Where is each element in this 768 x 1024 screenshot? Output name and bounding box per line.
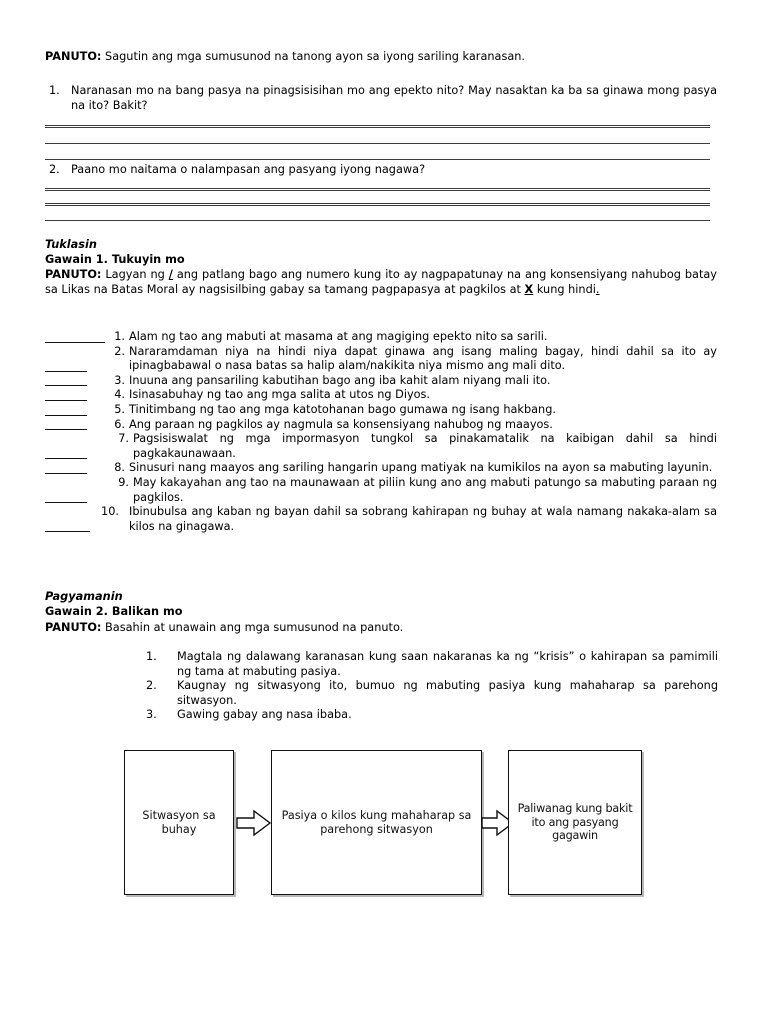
answer-blank-2[interactable]: [45, 371, 87, 372]
instruction-row: [146, 650, 718, 679]
instruction-number: 2.: [146, 679, 157, 693]
answer-blank-7[interactable]: [45, 458, 87, 459]
question-number-1: 1.: [49, 84, 60, 97]
tuklasin-panuto-label: PANUTO:: [45, 268, 102, 281]
pagyamanin-section-heading: Pagyamanin: [45, 590, 123, 603]
checklist-row: [45, 418, 717, 433]
check-mark-symbol: /: [168, 268, 173, 281]
checklist-row: [45, 330, 717, 345]
intro-panuto-label: PANUTO:: [45, 50, 102, 63]
checklist-text: Tinitimbang ng tao ang mga katotohanan bago gumawa ng isang hakbang.: [129, 402, 556, 416]
tuklasin-panuto-part2: ang patlang bago ang numero kung ito ay nagpapatunay na ang konsensiyang nahubog batay sa Likas na Batas Moral ay nagsisilbing gabay sa tamang pagpapasya at pagkilos at: [45, 268, 717, 296]
answer-rule-2a: [45, 188, 710, 191]
checklist-text: Sinusuri nang maayos ang sariling hangarin upang matiyak na kumikilos na ayon sa mabuting layunin.: [129, 461, 713, 475]
checklist-number: 5.: [114, 402, 125, 416]
pagyamanin-activity-heading: Gawain 2. Balikan mo: [45, 605, 183, 618]
checklist-row: [45, 345, 717, 374]
instruction-row: [146, 679, 718, 708]
answer-blank-4[interactable]: [45, 400, 87, 401]
pagyamanin-panuto-text: Basahin at unawain ang mga sumusunod na panuto.: [101, 621, 404, 634]
checklist-text: Nararamdaman niya na hindi niya dapat ginawa ang isang maling bagay, hindi dahil sa ito ay ipinagbabawal o nasa batas sa halip alam/nakikita niya mismo ang mali dito.: [129, 344, 717, 373]
answer-blank-10[interactable]: [45, 531, 90, 532]
question-item-1: [49, 84, 717, 113]
tuklasin-panuto-period: .: [595, 282, 600, 296]
instruction-number: 1.: [146, 650, 157, 663]
checklist-number: 3.: [114, 373, 125, 387]
pagyamanin-instruction-list: [146, 650, 718, 723]
instruction-text: Magtala ng dalawang karanasan kung saan nakaranas ka ng “krisis” o kahirapan sa pamimili ng tama at mabuting pasiya.: [177, 650, 718, 678]
checklist-number: 7.: [118, 432, 129, 446]
answer-blank-8[interactable]: [45, 473, 87, 474]
question-text-1: Naranasan mo na bang pasya na pinagsisisihan mo ang epekto nito? May nasaktan ka ba sa ginawa mong pasya na ito? Bakit?: [71, 84, 717, 112]
answer-rule-1b: [45, 143, 710, 144]
flowchart-box-label: Sitwasyon sa buhay: [142, 808, 216, 836]
checklist-row: [45, 403, 717, 418]
checklist-row: [45, 461, 717, 476]
checklist-text: Inuuna ang pansariling kabutihan bago ang iba kahit alam niyang mali ito.: [129, 373, 551, 387]
flowchart-box-explanation: [508, 750, 642, 895]
question-text-2: Paano mo naitama o nalampasan ang pasyang iyong nagawa?: [71, 163, 426, 176]
checklist-number: 8.: [114, 461, 125, 475]
checklist-text: Alam ng tao ang mabuti at masama at ang magiging epekto nito sa sarili.: [129, 330, 548, 343]
flowchart-box-decision: [271, 750, 482, 895]
checklist-row: [45, 505, 717, 534]
checklist-number: 4.: [114, 388, 125, 402]
flowchart-box-label: Pasiya o kilos kung mahaharap sa parehong sitwasyon: [281, 808, 472, 836]
checklist-number: 2.: [114, 344, 125, 358]
answer-blank-1[interactable]: [45, 342, 105, 343]
pagyamanin-panuto: [45, 621, 717, 636]
tuklasin-panuto: [45, 268, 717, 297]
tuklasin-panuto-part3: kung hindi: [533, 282, 596, 296]
checklist-number: 6.: [114, 417, 125, 431]
answer-rule-2b: [45, 203, 710, 206]
instruction-text: Gawing gabay ang nasa ibaba.: [177, 708, 352, 722]
checklist-row: [45, 388, 717, 403]
answer-rule-1a: [45, 125, 710, 128]
checklist-number: 10.: [101, 505, 119, 519]
flowchart-box-situation: [124, 750, 234, 895]
checklist-row: [45, 476, 717, 505]
intro-panuto-text: Sagutin ang mga sumusunod na tanong ayon sa iyong sariling karanasan.: [101, 50, 526, 63]
x-mark-symbol: X: [524, 282, 534, 296]
question-item-2: [49, 163, 717, 178]
answer-blank-9[interactable]: [45, 502, 87, 503]
arrow-right-icon-1: [236, 809, 271, 837]
intro-panuto: [45, 50, 717, 65]
checklist-text: May kakayahan ang tao na maunawaan at piliin kung ano ang mabuti patungo sa mabuting paraan ng pagkilos.: [133, 475, 717, 504]
flowchart-box-label: Paliwanag kung bakit ito ang pasyang gagawin: [517, 802, 633, 843]
instruction-row: [146, 708, 718, 723]
tuklasin-section-heading: Tuklasin: [45, 238, 97, 251]
instruction-text: Kaugnay ng sitwasyong ito, bumuo ng mabuting pasiya kung mahaharap sa parehong sitwasyon.: [177, 679, 718, 707]
tuklasin-checklist: [45, 330, 717, 534]
checklist-row: [45, 374, 717, 389]
pagyamanin-panuto-label: PANUTO:: [45, 621, 102, 634]
checklist-text: Ibinubulsa ang kaban ng bayan dahil sa sobrang kahirapan ng buhay at wala namang nakaka-alam sa kilos na ginagawa.: [129, 505, 717, 533]
checklist-number: 9.: [118, 475, 129, 489]
answer-rule-1c: [45, 159, 710, 160]
checklist-number: 1.: [114, 330, 125, 343]
instruction-number: 3.: [146, 708, 157, 722]
checklist-text: Ang paraan ng pagkilos ay nagmula sa konsensiyang nahubog ng maayos.: [129, 417, 553, 431]
question-number-2: 2.: [49, 163, 60, 176]
checklist-text: Pagsisiswalat ng mga impormasyon tungkol sa pinakamatalik na kaibigan dahil sa hindi pagkakaunawaan.: [133, 432, 717, 460]
tuklasin-activity-heading: Gawain 1. Tukuyin mo: [45, 253, 185, 266]
answer-blank-6[interactable]: [45, 429, 87, 430]
answer-blank-3[interactable]: [45, 385, 87, 386]
checklist-text: Isinasabuhay ng tao ang mga salita at utos ng Diyos.: [129, 388, 431, 402]
answer-rule-2c: [45, 220, 710, 221]
flowchart: [0, 740, 768, 915]
tuklasin-panuto-part1: Lagyan ng: [101, 268, 169, 281]
checklist-row: [45, 432, 717, 461]
answer-blank-5[interactable]: [45, 415, 87, 416]
